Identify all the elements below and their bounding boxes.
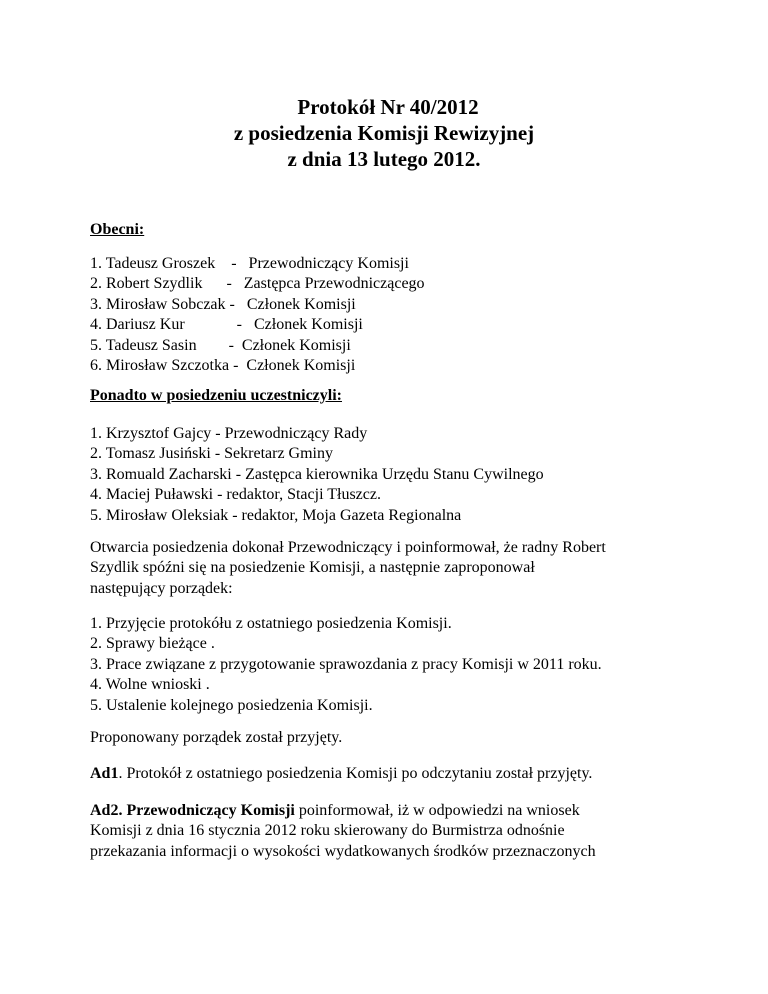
present-section xyxy=(90,220,730,240)
document-title xyxy=(0,94,768,172)
member-name: 6. Mirosław Szczotka xyxy=(90,357,230,375)
participants-section xyxy=(90,386,730,406)
member-name: 4. Dariusz Kur xyxy=(90,316,185,334)
title-line-date: z dnia 13 lutego 2012. xyxy=(287,147,481,171)
accepted-text: Proponowany porządek został przyjęty. xyxy=(90,729,343,746)
agenda-item: 3. Prace związane z przygotowanie sprawozdania z pracy Komisji w 2011 roku. xyxy=(90,655,602,673)
paragraph-line: Otwarcia posiedzenia dokonał Przewodniczący i poinformował, że radny Robert xyxy=(90,539,606,556)
member-dash: - xyxy=(225,295,247,313)
opening-paragraph xyxy=(90,538,730,599)
member-role: Zastępca Przewodniczącego xyxy=(243,275,425,293)
paragraph-line: następujący porządek: xyxy=(90,579,233,597)
agenda-item: 1. Przyjęcie protokółu z ostatniego posiedzenia Komisji. xyxy=(90,615,452,632)
title-line-protocol-number: Protokół Nr 40/2012 xyxy=(297,95,479,119)
member-name: 2. Robert Szydlik xyxy=(90,275,203,293)
list-item: 2. Tomasz Jusiński - Sekretarz Gminy xyxy=(90,445,333,463)
participants-list xyxy=(90,424,730,526)
member-role: Członek Komisji xyxy=(246,357,356,375)
ad2-text-first: poinformował, iż w odpowiedzi na wniosek xyxy=(294,802,580,819)
paragraph-line: przekazania informacji o wysokości wydatkowanych środków przeznaczonych xyxy=(90,842,596,860)
member-role: Przewodniczący Komisji xyxy=(248,255,409,272)
ad2-paragraph xyxy=(90,801,730,862)
member-row xyxy=(90,254,730,274)
member-role: Członek Komisji xyxy=(241,336,351,354)
list-item: 3. Romuald Zacharski - Zastępca kierownika Urzędu Stanu Cywilnego xyxy=(90,465,544,483)
ad2-label: Ad2. Przewodniczący Komisji xyxy=(90,802,295,819)
member-dash: - xyxy=(229,357,247,375)
member-dash: - xyxy=(215,255,249,272)
member-row xyxy=(90,315,730,335)
title-line-meeting: z posiedzenia Komisji Rewizyjnej xyxy=(233,121,535,145)
member-row xyxy=(90,295,730,315)
agenda-accepted xyxy=(90,728,730,748)
ad1-text: . Protokół z ostatniego posiedzenia Komisji po odczytaniu został przyjęty. xyxy=(118,765,593,782)
member-row xyxy=(90,336,730,356)
agenda-item: 4. Wolne wnioski . xyxy=(90,676,210,694)
member-row xyxy=(90,356,730,376)
paragraph-line xyxy=(90,764,730,784)
list-item: 4. Maciej Puławski - redaktor, Stacji Tłuszcz. xyxy=(90,486,381,504)
agenda-list xyxy=(90,614,730,716)
present-heading: Obecni: xyxy=(90,221,145,238)
member-dash: - xyxy=(202,275,244,293)
list-item: 5. Mirosław Oleksiak - redaktor, Moja Gazeta Regionalna xyxy=(90,506,462,524)
paragraph-line: Szydlik spóźni się na posiedzenie Komisji, a następnie zaproponował xyxy=(90,559,535,577)
participants-heading: Ponadto w posiedzeniu uczestniczyli: xyxy=(90,387,342,404)
member-name: 1. Tadeusz Groszek xyxy=(90,255,216,272)
member-role: Członek Komisji xyxy=(253,316,363,334)
present-members-list xyxy=(90,254,730,376)
ad1-label: Ad1 xyxy=(90,765,119,782)
paragraph-line: Komisji z dnia 16 stycznia 2012 roku skierowany do Burmistrza odnośnie xyxy=(90,822,565,840)
agenda-item: 5. Ustalenie kolejnego posiedzenia Komisji. xyxy=(90,696,373,714)
member-dash: - xyxy=(184,316,254,334)
paragraph-line xyxy=(90,801,730,821)
list-item: 1. Krzysztof Gajcy - Przewodniczący Rady xyxy=(90,425,368,442)
member-name: 5. Tadeusz Sasin xyxy=(90,336,197,354)
member-role: Członek Komisji xyxy=(246,295,356,313)
ad1-paragraph xyxy=(90,764,730,784)
agenda-item: 2. Sprawy bieżące . xyxy=(90,635,215,653)
member-dash: - xyxy=(196,336,242,354)
member-row xyxy=(90,274,730,294)
member-name: 3. Mirosław Sobczak xyxy=(90,295,226,313)
